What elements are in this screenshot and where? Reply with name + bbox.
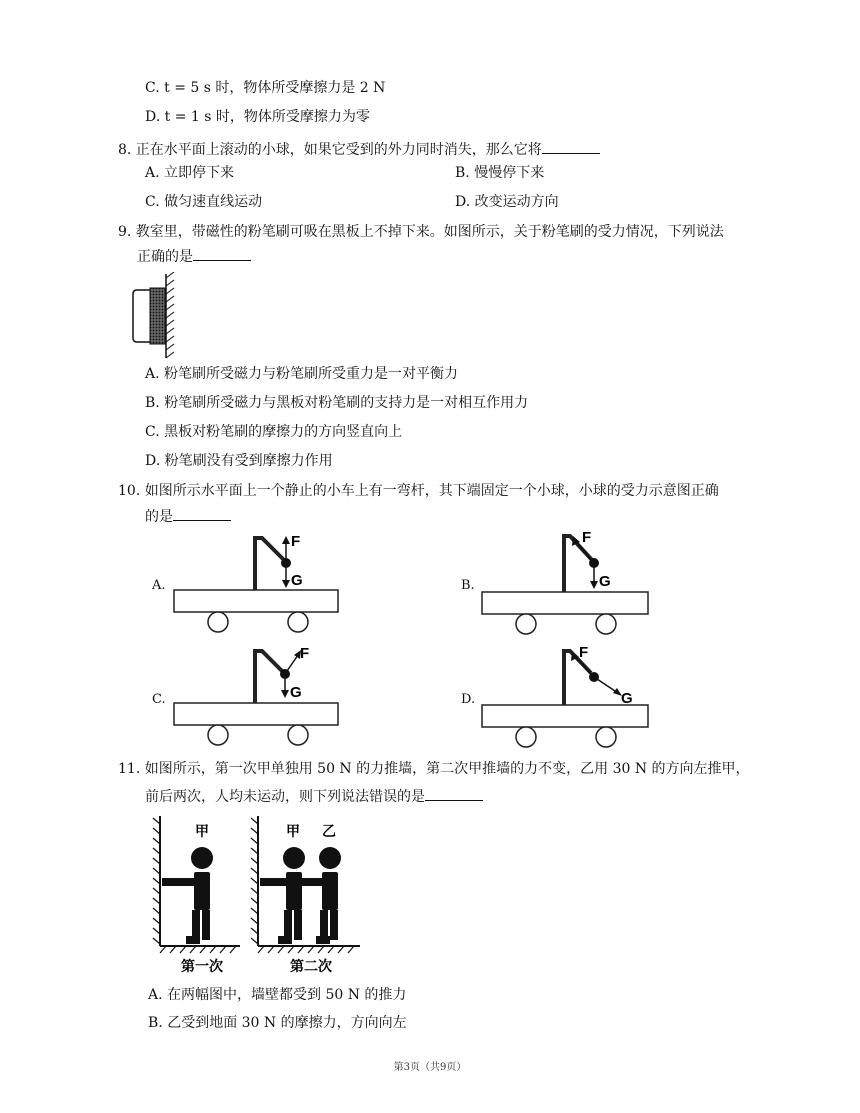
cart-body	[174, 590, 338, 612]
q8-stem	[118, 139, 600, 160]
cart-wheel	[288, 612, 308, 632]
bent-rod	[255, 651, 282, 703]
q9-option-a: A. 粉笔刷所受磁力与粉笔刷所受重力是一对平衡力	[145, 366, 459, 382]
cart-wheel	[208, 725, 228, 745]
page-footer: 第3页（共9页）	[393, 1062, 467, 1073]
caption-first: 第一次	[181, 959, 223, 975]
cart-wheel	[596, 727, 616, 747]
q8-option-a: A. 立即停下来	[145, 165, 235, 181]
force-label-g: G	[291, 572, 303, 589]
eraser-handle	[133, 290, 150, 342]
q10-stem-text: 的是	[145, 509, 173, 525]
q8-stem-text: 8. 正在水平面上滚动的小球，如果它受到的外力同时消失，那么它将	[118, 142, 542, 158]
eraser-felt	[150, 288, 165, 344]
cart-wheel	[288, 725, 308, 745]
cart-figure-a	[170, 530, 345, 635]
answer-blank	[425, 786, 483, 801]
cart-wheel	[208, 612, 228, 632]
bent-rod	[255, 538, 284, 590]
q7-option-c: C. t = 5 s 时，物体所受摩擦力是 2 N	[145, 80, 386, 96]
q9-option-d: D. 粉笔刷没有受到摩擦力作用	[145, 453, 333, 469]
arrow-head	[590, 581, 598, 589]
pushing-wall-figure	[148, 810, 368, 980]
chalk-eraser-figure	[128, 272, 190, 360]
q10-label-a: A.	[152, 578, 166, 593]
force-label-f: F	[579, 644, 589, 661]
label-jia: 甲	[286, 824, 300, 840]
q9-stem-text: 正确的是	[137, 249, 193, 265]
q9-option-c: C. 黑板对粉笔刷的摩擦力的方向竖直向上	[145, 424, 403, 440]
force-label-g: G	[621, 690, 633, 707]
label-jia: 甲	[195, 824, 209, 840]
cart-body	[482, 705, 648, 727]
force-label-g: G	[290, 684, 302, 701]
q8-option-c: C. 做匀速直线运动	[145, 194, 263, 210]
wall-hatching	[153, 818, 160, 944]
q11-stem-line1: 11. 如图所示，第一次甲单独用 50 N 的力推墙，第二次甲推墙的力不变，乙用 30 N 的方向左推甲，	[118, 761, 750, 777]
arrow-head	[282, 536, 290, 544]
force-label-f: F	[291, 533, 301, 550]
force-arrow-f	[285, 655, 298, 674]
force-arrow-g	[594, 677, 618, 693]
q10-label-d: D.	[461, 692, 476, 707]
q7-option-d: D. t = 1 s 时，物体所受摩擦力为零	[145, 109, 370, 125]
caption-second: 第二次	[290, 959, 332, 975]
cart-body	[482, 592, 648, 614]
cart-figure-c	[170, 643, 345, 748]
wall-hatching	[166, 272, 174, 358]
answer-blank	[542, 139, 600, 154]
q9-option-b: B. 粉笔刷所受磁力与黑板对粉笔刷的支持力是一对相互作用力	[145, 395, 529, 411]
cart-figure-b	[478, 530, 653, 635]
arrow-head	[281, 690, 289, 698]
cart-wheel	[516, 727, 536, 747]
person-jia-second	[260, 847, 305, 944]
q9-stem-line2	[137, 246, 251, 267]
wall-hatching	[251, 818, 258, 944]
q10-label-c: C.	[152, 692, 166, 707]
label-yi: 乙	[322, 824, 336, 840]
force-label-f: F	[300, 645, 310, 662]
force-label-g: G	[599, 573, 611, 590]
q10-stem-line1: 10. 如图所示水平面上一个静止的小车上有一弯杆，其下端固定一个小球，小球的受力示意图正确	[118, 483, 719, 499]
q11-option-a: A. 在两幅图中，墙壁都受到 50 N 的推力	[148, 987, 407, 1003]
ground-hatching	[258, 946, 354, 953]
answer-blank	[193, 246, 251, 261]
q8-option-b: B. 慢慢停下来	[455, 165, 545, 181]
q11-option-b: B. 乙受到地面 30 N 的摩擦力，方向向左	[148, 1015, 407, 1031]
person-yi-second	[300, 847, 341, 944]
q10-stem-line2	[145, 506, 231, 527]
arrow-head	[282, 580, 290, 588]
person-jia-first	[162, 847, 213, 944]
ground-hatching	[160, 946, 236, 953]
answer-blank	[173, 506, 231, 521]
cart-wheel	[596, 614, 616, 634]
q9-stem-line1: 9. 教室里，带磁性的粉笔刷可吸在黑板上不掉下来。如图所示，关于粉笔刷的受力情况，下列说法	[118, 224, 724, 240]
cart-figure-d	[478, 643, 658, 748]
cart-wheel	[516, 614, 536, 634]
q8-option-d: D. 改变运动方向	[455, 194, 559, 210]
force-label-f: F	[582, 530, 592, 546]
q11-stem-text: 前后两次，人均未运动，则下列说法错误的是	[145, 789, 425, 805]
q11-stem-line2	[145, 786, 483, 807]
q10-label-b: B.	[461, 578, 475, 593]
cart-body	[174, 703, 338, 725]
